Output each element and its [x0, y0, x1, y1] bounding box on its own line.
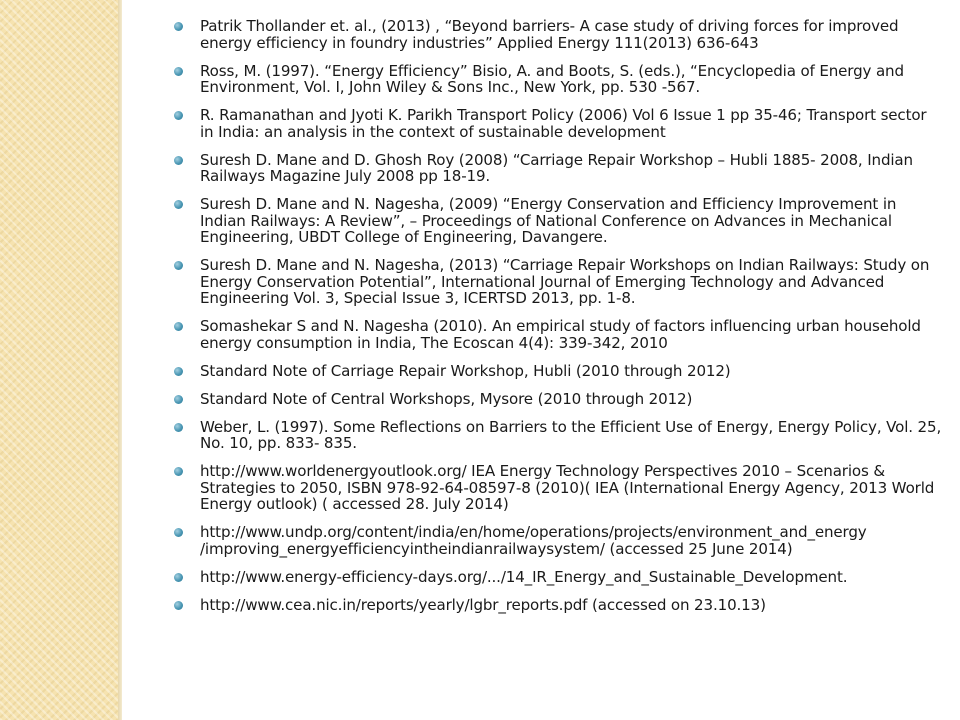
reference-text: Ross, M. (1997). “Energy Efficiency” Bisio, A. and Boots, S. (eds.), “Encyclopedia of Energy and Environment, Vol. I, John Wiley & Sons Inc., New York, pp. 530 -567. [200, 61, 904, 96]
bullet-icon [174, 67, 183, 76]
bullet-icon [174, 156, 183, 165]
bullet-icon [174, 528, 183, 537]
reference-text: Suresh D. Mane and N. Nagesha, (2009) “Energy Conservation and Efficiency Improvement in Indian Railways: A Review”, – Proceedings of National Conference on Advances in Mechanical Engineering, UBDT College of Engineering, Davangere. [200, 195, 897, 246]
bullet-icon [174, 261, 183, 270]
bullet-icon [174, 423, 183, 432]
bullet-icon [174, 573, 183, 582]
reference-text: Suresh D. Mane and N. Nagesha, (2013) “Carriage Repair Workshops on Indian Railways: Study on Energy Conservation Potential”, International Journal of Emerging Technology and Advanced Engineering Vol. 3, Special Issue 3, ICERTSD 2013, pp. 1-8. [200, 256, 930, 307]
bullet-icon [174, 200, 183, 209]
reference-item [170, 63, 942, 96]
reference-item [170, 419, 942, 452]
reference-text: http://www.undp.org/content/india/en/home/operations/projects/environment_and_energy /improving_energyefficiencyintheindianrailwaysystem/ (accessed 25 June 2014) [200, 523, 867, 558]
reference-text: Somashekar S and N. Nagesha (2010). An empirical study of factors influencing urban household energy consumption in India, The Ecoscan 4(4): 339-342, 2010 [200, 317, 921, 352]
reference-item [170, 318, 942, 351]
reference-text: Suresh D. Mane and D. Ghosh Roy (2008) “Carriage Repair Workshop – Hubli 1885- 2008, Indian Railways Magazine July 2008 pp 18-19. [200, 150, 913, 185]
reference-item [170, 391, 942, 408]
reference-text: http://www.energy-efficiency-days.org/.../14_IR_Energy_and_Sustainable_Development. [200, 567, 848, 586]
reference-item [170, 18, 942, 51]
decorative-sidebar [0, 0, 118, 720]
reference-item [170, 107, 942, 140]
reference-item [170, 524, 942, 557]
reference-text: Standard Note of Central Workshops, Mysore (2010 through 2012) [200, 389, 693, 408]
reference-item [170, 363, 942, 380]
reference-text: Weber, L. (1997). Some Reflections on Barriers to the Efficient Use of Energy, Energy Policy, Vol. 25, No. 10, pp. 833- 835. [200, 417, 942, 452]
reference-item [170, 152, 942, 185]
bullet-icon [174, 322, 183, 331]
bullet-icon [174, 111, 183, 120]
reference-item [170, 569, 942, 586]
bullet-icon [174, 395, 183, 404]
bullet-icon [174, 22, 183, 31]
reference-item [170, 257, 942, 307]
reference-item [170, 597, 942, 614]
sidebar-edge [118, 0, 122, 720]
reference-text: Standard Note of Carriage Repair Workshop, Hubli (2010 through 2012) [200, 361, 731, 380]
reference-text: http://www.worldenergyoutlook.org/ IEA Energy Technology Perspectives 2010 – Scenarios & Strategies to 2050, ISBN 978-92-64-08597-8 (2010)( IEA (International Energy Agency, 2013 World Energy outlook) ( accessed 28. July 2014) [200, 462, 935, 513]
reference-item [170, 196, 942, 246]
reference-item [170, 463, 942, 513]
bullet-icon [174, 367, 183, 376]
reference-text: http://www.cea.nic.in/reports/yearly/lgbr_reports.pdf (accessed on 23.10.13) [200, 595, 766, 614]
reference-list [170, 18, 942, 625]
reference-text: R. Ramanathan and Jyoti K. Parikh Transport Policy (2006) Vol 6 Issue 1 pp 35-46; Transport sector in India: an analysis in the context of sustainable development [200, 106, 927, 141]
bullet-icon [174, 601, 183, 610]
bullet-icon [174, 467, 183, 476]
reference-text: Patrik Thollander et. al., (2013) , “Beyond barriers- A case study of driving forces for improved energy efficiency in foundry industries” Applied Energy 111(2013) 636-643 [200, 17, 899, 52]
